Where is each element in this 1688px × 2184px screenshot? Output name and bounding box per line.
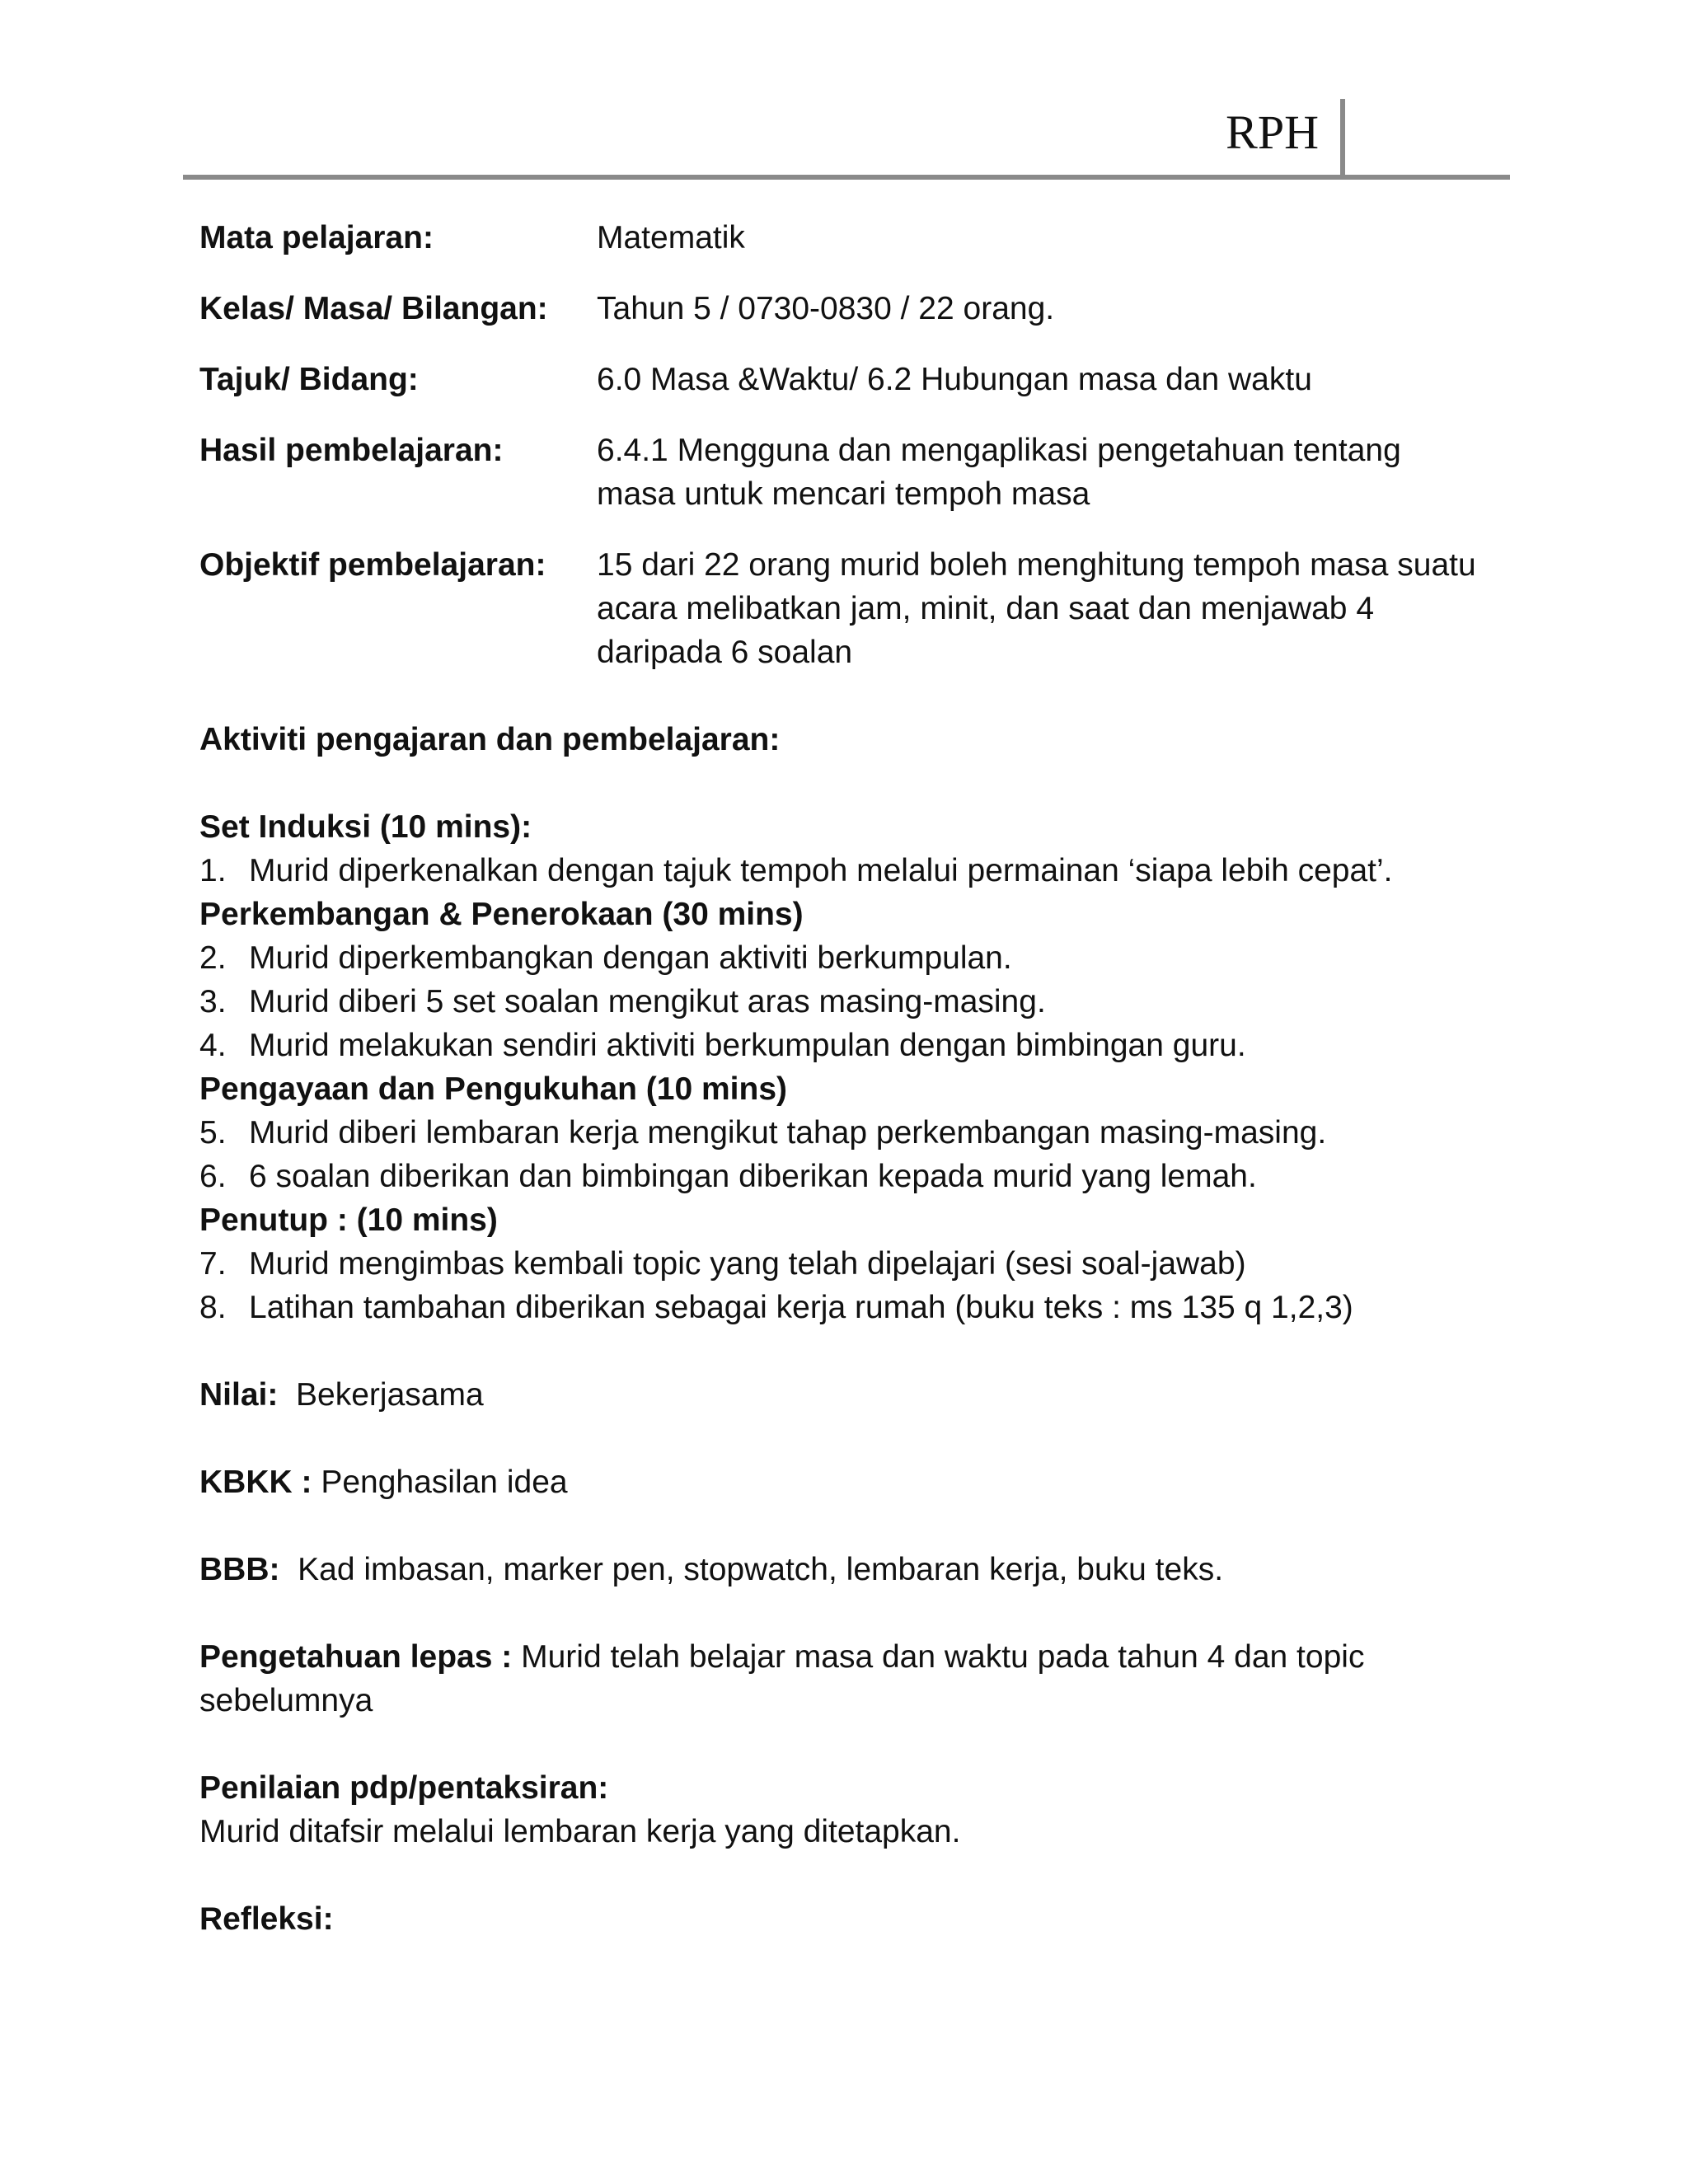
list-item-text: Murid diberi lembaran kerja mengikut tahap perkembangan masing-masing. bbox=[249, 1115, 1327, 1151]
section-title-development: Perkembangan & Penerokaan (30 mins) bbox=[199, 897, 804, 932]
teaching-aids-line bbox=[199, 1548, 1485, 1591]
section-title-closing: Penutup : (10 mins) bbox=[199, 1202, 498, 1238]
header-vertical-divider bbox=[1340, 99, 1345, 180]
info-label: Objektif pembelajaran: bbox=[199, 547, 546, 583]
list-item-number: 4. bbox=[199, 1028, 227, 1063]
values-text: Bekerjasama bbox=[296, 1377, 484, 1413]
teaching-aids-text: Kad imbasan, marker pen, stopwatch, lembaran kerja, buku teks. bbox=[298, 1552, 1224, 1587]
list-item-text: Murid diperkenalkan dengan tajuk tempoh melalui permainan ‘siapa lebih cepat’. bbox=[249, 853, 1393, 888]
section-title-enrichment: Pengayaan dan Pengukuhan (10 mins) bbox=[199, 1071, 788, 1107]
info-value: 15 dari 22 orang murid boleh menghitung tempoh masa suatu acara melibatkan jam, minit, dan saat dan menjawab 4 daripada 6 soalan bbox=[597, 547, 1476, 670]
list-item bbox=[199, 980, 1485, 1024]
list-item bbox=[199, 1286, 1485, 1329]
header-horizontal-rule bbox=[183, 175, 1510, 180]
activities-heading: Aktiviti pengajaran dan pembelajaran: bbox=[199, 722, 781, 757]
list-item-number: 8. bbox=[199, 1290, 227, 1325]
list-item-number: 5. bbox=[199, 1115, 227, 1151]
values-label: Nilai: bbox=[199, 1377, 279, 1413]
info-row-class bbox=[199, 287, 1485, 358]
steps-list-induction bbox=[199, 849, 1485, 893]
info-label: Tajuk/ Bidang: bbox=[199, 362, 419, 397]
info-row-subject bbox=[199, 216, 1485, 287]
info-label: Mata pelajaran: bbox=[199, 220, 434, 255]
kbkk-text: Penghasilan idea bbox=[321, 1465, 568, 1500]
page-header-title: RPH bbox=[1226, 105, 1319, 159]
list-item-number: 7. bbox=[199, 1246, 227, 1282]
prior-knowledge-text: Murid telah belajar masa dan waktu pada tahun 4 dan topic sebelumnya bbox=[199, 1639, 1365, 1718]
info-row-objective bbox=[199, 543, 1485, 674]
values-line bbox=[199, 1373, 1485, 1417]
info-row-topic bbox=[199, 358, 1485, 429]
lesson-plan-body bbox=[199, 216, 1485, 1941]
list-item bbox=[199, 849, 1485, 893]
lesson-info-table bbox=[199, 216, 1485, 674]
teaching-aids-label: BBB: bbox=[199, 1552, 280, 1587]
info-value: Matematik bbox=[597, 220, 745, 255]
list-item-number: 1. bbox=[199, 853, 227, 888]
list-item-number: 6. bbox=[199, 1159, 227, 1194]
list-item bbox=[199, 1024, 1485, 1067]
list-item bbox=[199, 1155, 1485, 1198]
reflection-label: Refleksi: bbox=[199, 1901, 334, 1937]
list-item-text: Murid mengimbas kembali topic yang telah dipelajari (sesi soal-jawab) bbox=[249, 1246, 1246, 1282]
assessment-text: Murid ditafsir melalui lembaran kerja yang ditetapkan. bbox=[199, 1814, 961, 1849]
list-item-text: Murid diberi 5 set soalan mengikut aras masing-masing. bbox=[249, 984, 1046, 1019]
info-value: Tahun 5 / 0730-0830 / 22 orang. bbox=[597, 291, 1055, 326]
list-item-text: Latihan tambahan diberikan sebagai kerja rumah (buku teks : ms 135 q 1,2,3) bbox=[249, 1290, 1353, 1325]
info-label: Hasil pembelajaran: bbox=[199, 433, 504, 468]
assessment-label: Penilaian pdp/pentaksiran: bbox=[199, 1770, 609, 1806]
steps-list-enrichment bbox=[199, 1111, 1485, 1198]
list-item-text: Murid melakukan sendiri aktiviti berkumpulan dengan bimbingan guru. bbox=[249, 1028, 1246, 1063]
list-item bbox=[199, 1242, 1485, 1286]
list-item-number: 3. bbox=[199, 984, 227, 1019]
section-title-induction: Set Induksi (10 mins): bbox=[199, 809, 532, 845]
list-item-number: 2. bbox=[199, 940, 227, 976]
list-item bbox=[199, 1111, 1485, 1155]
info-value: 6.4.1 Mengguna dan mengaplikasi pengetahuan tentang masa untuk mencari tempoh masa bbox=[597, 433, 1401, 512]
info-label: Kelas/ Masa/ Bilangan: bbox=[199, 291, 548, 326]
kbkk-line bbox=[199, 1460, 1485, 1504]
list-item-text: Murid diperkembangkan dengan aktiviti berkumpulan. bbox=[249, 940, 1012, 976]
info-row-learning-outcome bbox=[199, 429, 1485, 543]
steps-list-closing bbox=[199, 1242, 1485, 1329]
prior-knowledge-line bbox=[199, 1635, 1485, 1722]
list-item bbox=[199, 936, 1485, 980]
list-item-text: 6 soalan diberikan dan bimbingan diberikan kepada murid yang lemah. bbox=[249, 1159, 1257, 1194]
prior-knowledge-label: Pengetahuan lepas : bbox=[199, 1639, 513, 1675]
kbkk-label: KBKK : bbox=[199, 1465, 312, 1500]
info-value: 6.0 Masa &Waktu/ 6.2 Hubungan masa dan waktu bbox=[597, 362, 1312, 397]
steps-list-development bbox=[199, 936, 1485, 1067]
